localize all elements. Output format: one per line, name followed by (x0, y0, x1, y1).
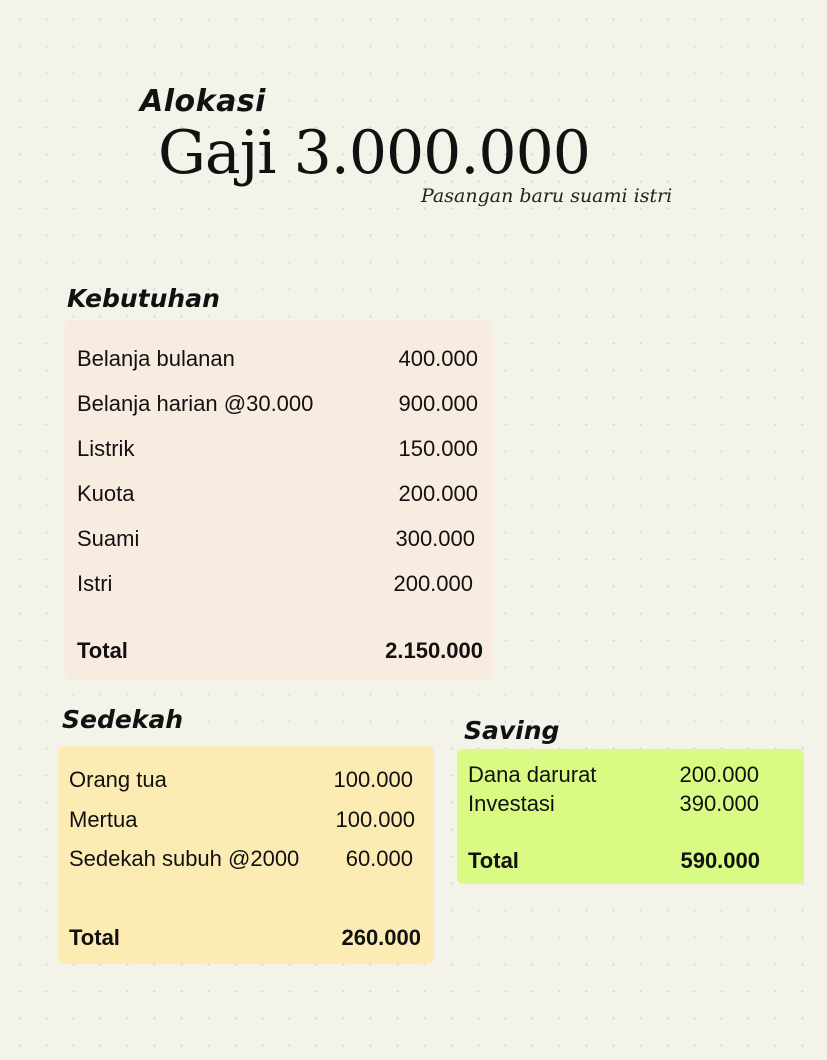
alokasi-label: Alokasi (140, 84, 266, 119)
list-item-label: Mertua (69, 807, 138, 832)
list-item-value: 60.000 (345, 846, 413, 871)
total-value: 590.000 (680, 848, 760, 873)
list-item-label: Dana darurat (468, 762, 597, 787)
list-item-value: 100.000 (335, 807, 415, 832)
saving-heading: Saving (464, 716, 560, 745)
total-label: Total (468, 848, 519, 873)
list-item-value: 390.000 (679, 791, 759, 816)
list-item-value: 200.000 (679, 762, 759, 787)
list-item-value: 400.000 (398, 346, 478, 371)
total-label: Total (69, 925, 120, 950)
total-value: 260.000 (341, 925, 421, 950)
list-item-label: Belanja harian @30.000 (77, 391, 314, 416)
list-item-label: Belanja bulanan (77, 346, 235, 371)
list-item-value: 300.000 (395, 526, 475, 551)
sedekah-card (58, 746, 434, 964)
page-subtitle: Pasangan baru suami istri (421, 185, 673, 207)
list-item-value: 900.000 (398, 391, 478, 416)
list-item-label: Suami (77, 526, 140, 551)
saving-card (457, 749, 804, 884)
list-item-value: 100.000 (333, 767, 413, 792)
list-item-label: Listrik (77, 436, 135, 461)
list-item-label: Istri (77, 571, 113, 596)
list-item-value: 200.000 (398, 481, 478, 506)
list-item-value: 200.000 (393, 571, 473, 596)
list-item-label: Investasi (468, 791, 555, 816)
total-value: 2.150.000 (385, 638, 483, 663)
kebutuhan-heading: Kebutuhan (67, 284, 220, 313)
list-item-value: 150.000 (398, 436, 478, 461)
sedekah-heading: Sedekah (62, 705, 184, 734)
kebutuhan-card (65, 320, 493, 680)
page-title: Gaji 3.000.000 (158, 118, 590, 188)
total-label: Total (77, 638, 128, 663)
list-item-label: Kuota (77, 481, 135, 506)
list-item-label: Sedekah subuh @2000 (69, 846, 300, 871)
list-item-label: Orang tua (69, 767, 167, 792)
